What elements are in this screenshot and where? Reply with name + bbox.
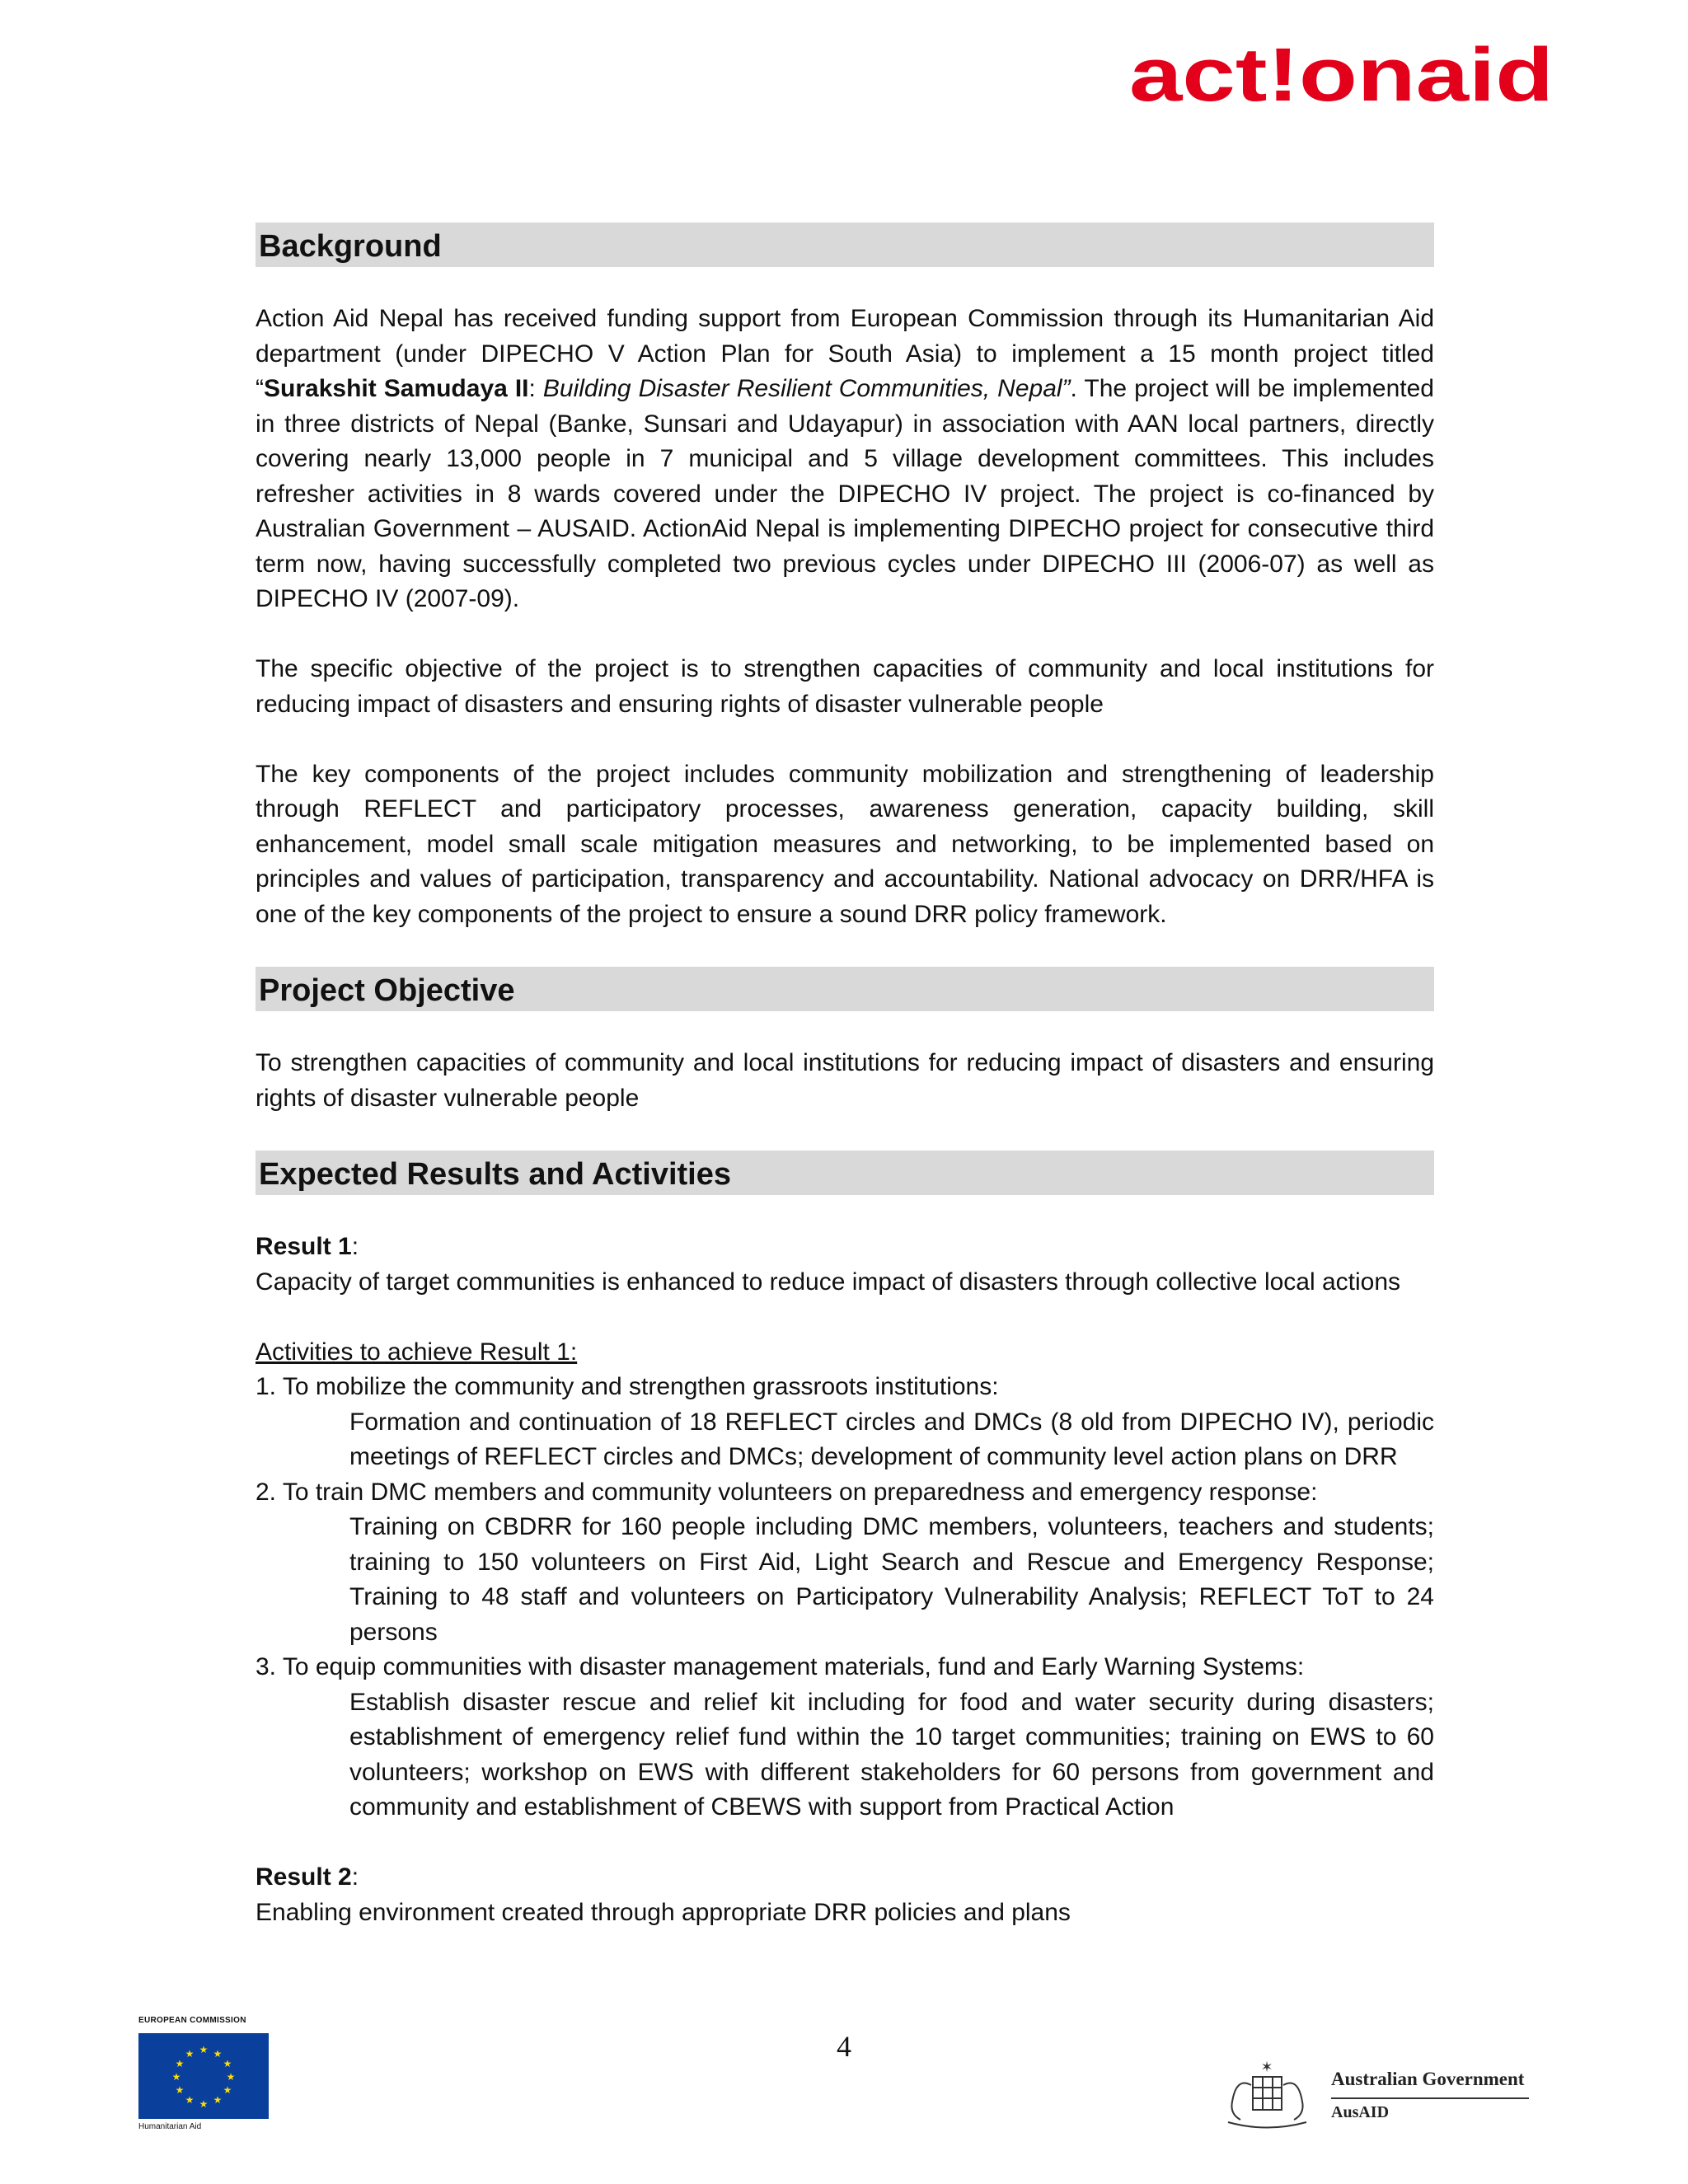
actionaid-logo [1129, 43, 1558, 109]
eu-title: EUROPEAN COMMISSION [138, 2016, 246, 2025]
background-heading: Background [256, 223, 1434, 267]
result-1-text: Capacity of target communities is enhanced to reduce impact of disasters through collective local actions [256, 1268, 1401, 1296]
svg-text:★: ★ [185, 2048, 195, 2060]
svg-text:★: ★ [199, 2044, 209, 2055]
activity-1-detail: Formation and continuation of 18 REFLECT circles and DMCs (8 old from DIPECHO IV), periodic meetings of REFLECT circles and DMCs; development of community level action plans on DRR [349, 1408, 1434, 1470]
european-commission-logo [138, 2016, 274, 2131]
result-2-text: Enabling environment created through appropriate DRR policies and plans [256, 1898, 1071, 1926]
page-number: 4 [837, 2030, 851, 2063]
svg-text:★: ★ [226, 2071, 236, 2083]
ausaid-label: AusAID [1331, 2103, 1390, 2121]
background-paragraph-3: The key components of the project includes community mobilization and strengthening of leadership through REFLECT and participatory processes, awareness generation, capacity building, skill enhancement, model small scale mitigation measures and networking, to be implemented based on principles and values of participation, transparency and accountability. National advocacy on DRR/HFA is one of the key components of the project to ensure a sound DRR policy framework. [256, 760, 1434, 928]
result-1-label: Result 1: [256, 1233, 359, 1260]
document-body [256, 223, 1434, 1930]
eu-flag-icon [138, 2033, 269, 2119]
australian-government-logo [1212, 2052, 1558, 2135]
svg-text:★: ★ [175, 2058, 185, 2069]
svg-text:★: ★ [223, 2058, 232, 2069]
aus-divider [1331, 2097, 1529, 2099]
activities-label: Activities to achieve Result 1: [256, 1338, 578, 1366]
activity-3-title: 3. To equip communities with disaster management materials, fund and Early Warning Systems: [256, 1653, 1305, 1680]
results-heading: Expected Results and Activities [256, 1151, 1434, 1195]
background-paragraph-1: Action Aid Nepal has received funding support from European Commission through its Humanitarian Aid department (under DIPECHO V Action Plan for South Asia) to implement a 15 month project titled “Surakshit Samudaya II: Building Disaster Resilient Communities, Nepal”. The project will be implemented in three districts of Nepal (Banke, Sunsari and Udayapur) in association with AAN local partners, directly covering nearly 13,000 people in 7 municipal and 5 village development committees. This includes refresher activities in 8 wards covered under the DIPECHO IV project. The project is co-financed by Australian Government – AUSAID. ActionAid Nepal is implementing DIPECHO project for consecutive third term now, having successfully completed two previous cycles under DIPECHO III (2006-07) as well as DIPECHO IV (2007-09). [256, 305, 1434, 612]
activity-1-title: 1. To mobilize the community and strengthen grassroots institutions: [256, 1373, 999, 1400]
svg-text:★: ★ [171, 2071, 181, 2083]
svg-text:★: ★ [175, 2084, 185, 2096]
eu-subtitle: Humanitarian Aid [138, 2122, 202, 2131]
objective-heading: Project Objective [256, 967, 1434, 1011]
activity-2-detail: Training on CBDRR for 160 people including DMC members, volunteers, teachers and students; training to 150 volunteers on First Aid, Light Search and Rescue and Emergency Response; Training to 48 staff and volunteers on Participatory Vulnerability Analysis; REFLECT ToT to 24 persons [349, 1513, 1434, 1646]
svg-text:★: ★ [199, 2098, 209, 2110]
svg-text:★: ★ [213, 2048, 223, 2060]
activity-2-title: 2. To train DMC members and community volunteers on preparedness and emergency response: [256, 1478, 1318, 1506]
svg-text:★: ★ [185, 2094, 195, 2106]
coat-of-arms-icon [1212, 2052, 1323, 2135]
result-2-label: Result 2: [256, 1863, 359, 1891]
svg-text:✶: ✶ [1260, 2059, 1273, 2076]
svg-text:★: ★ [223, 2084, 232, 2096]
svg-text:★: ★ [213, 2094, 223, 2106]
objective-text: To strengthen capacities of community and local institutions for reducing impact of disasters and ensuring rights of disaster vulnerable people [256, 1049, 1434, 1112]
background-paragraph-2: The specific objective of the project is to strengthen capacities of community and local institutions for reducing impact of disasters and ensuring rights of disaster vulnerable people [256, 655, 1434, 718]
logo-text: act!onaid [1129, 43, 1554, 109]
activity-3-detail: Establish disaster rescue and relief kit including for food and water security during disasters; establishment of emergency relief fund within the 10 target communities; training on EWS to 60 volunteers; workshop on EWS with different stakeholders for 60 persons from government and community and establishment of CBEWS with support from Practical Action [349, 1688, 1434, 1821]
aus-government-title: Australian Government [1331, 2069, 1525, 2089]
